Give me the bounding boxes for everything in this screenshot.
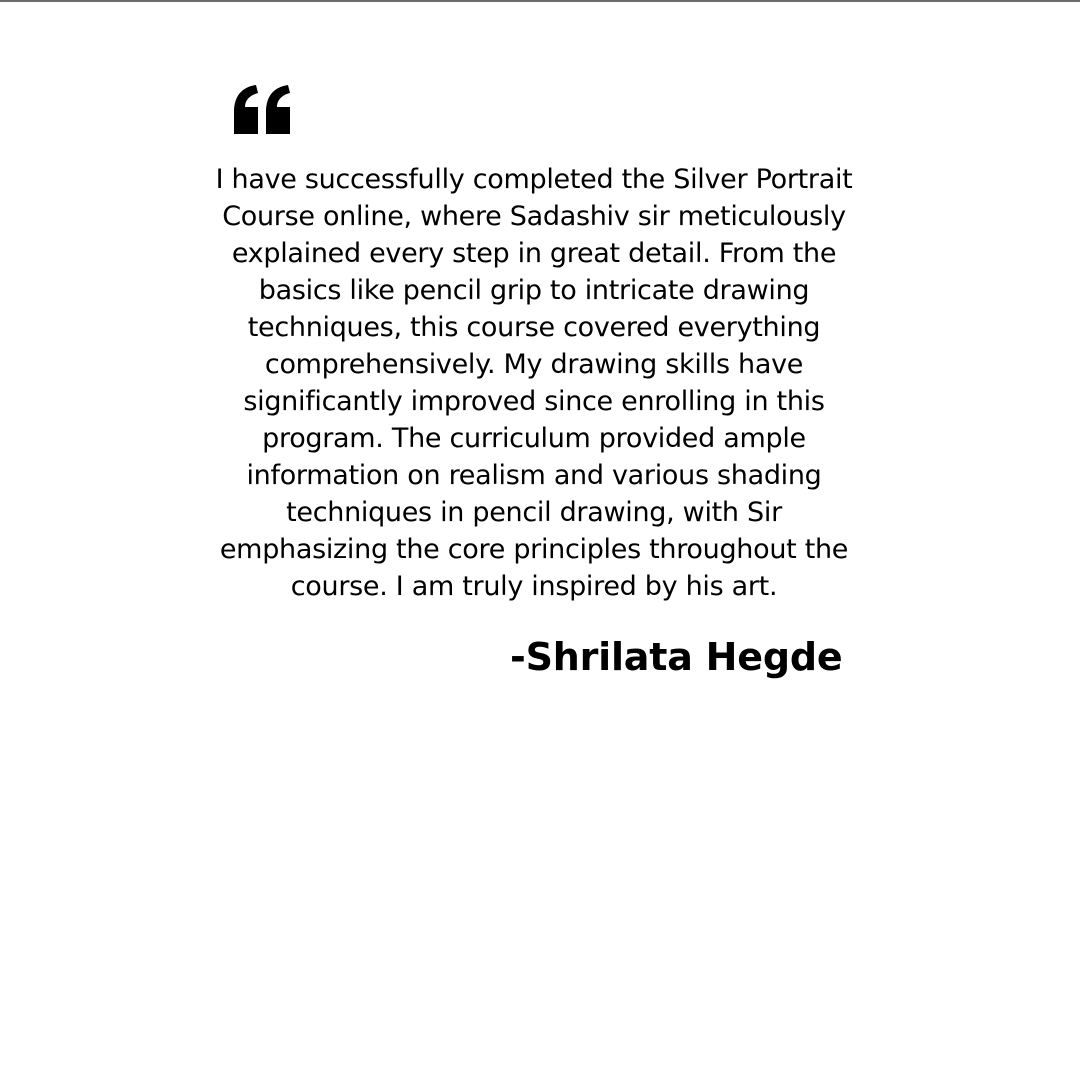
testimonial-author: -Shrilata Hegde	[510, 635, 843, 679]
quote-line: techniques in pencil drawing, with Sir	[286, 497, 782, 528]
quote-line: emphasizing the core principles throughout the	[219, 534, 849, 565]
top-divider	[0, 0, 1080, 2]
double-quote-open-icon	[230, 84, 294, 134]
quote-line: techniques, this course covered everything	[247, 312, 821, 343]
quote-line: I have successfully completed the Silver Portrait	[215, 164, 853, 195]
quote-line: program. The curriculum provided ample	[262, 423, 806, 454]
quote-line: explained every step in great detail. From the	[231, 238, 837, 269]
quote-line: comprehensively. My drawing skills have	[264, 349, 804, 380]
quote-line: information on realism and various shading	[246, 460, 822, 491]
quote-line: basics like pencil grip to intricate drawing	[258, 275, 810, 306]
quote-line: course. I am truly inspired by his art.	[290, 571, 778, 602]
quote-line: Course online, where Sadashiv sir meticulously	[222, 201, 846, 232]
quote-line: significantly improved since enrolling in this	[243, 386, 825, 417]
testimonial-quote	[200, 161, 868, 605]
